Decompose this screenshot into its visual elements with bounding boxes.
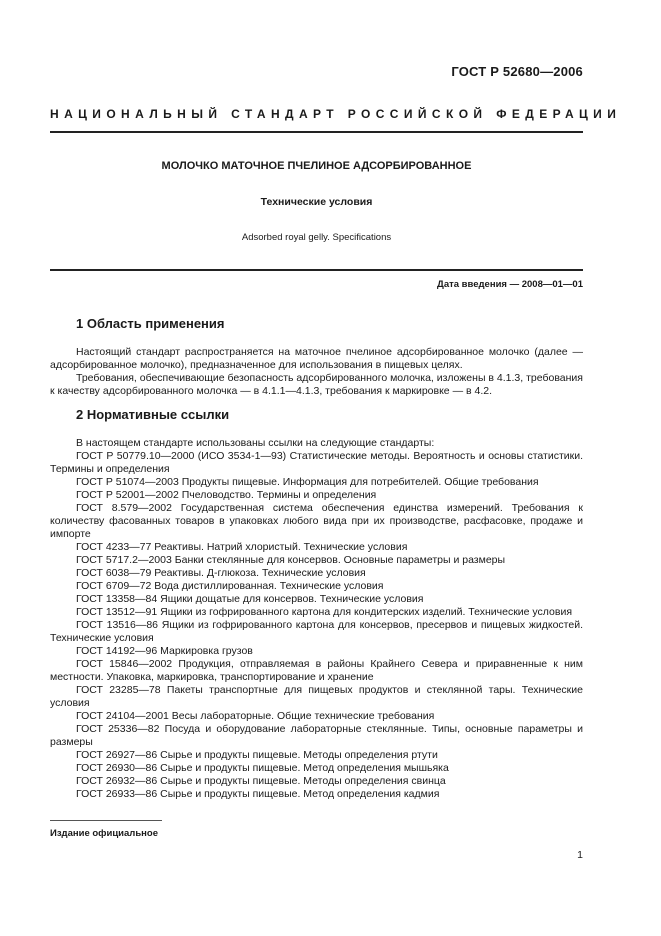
gost-number: ГОСТ Р 52680—2006 (451, 64, 583, 79)
reference-item: ГОСТ 6709—72 Вода дистиллированная. Технические условия (76, 580, 384, 592)
reference-item: ГОСТ 15846—2002 Продукция, отправляемая в районы Крайнего Севера и приравненные к ним местности. Упаковка, маркировка, транспортирование и хранение (50, 658, 583, 683)
page-number: 1 (577, 849, 583, 861)
paragraph: Требования, обеспечивающие безопасность адсорбированного молочка, изложены в 4.1.3, требования к качеству адсорбированного молочка — в 4.1.1—4.1.3, требования к маркировке — в 4.2. (50, 372, 583, 397)
document-title: МОЛОЧКО МАТОЧНОЕ ПЧЕЛИНОЕ АДСОРБИРОВАННОЕ (161, 160, 472, 172)
reference-item: ГОСТ 26930—86 Сырье и продукты пищевые. Метод определения мышьяка (76, 762, 449, 774)
reference-list (50, 450, 583, 801)
reference-item: ГОСТ 14192—96 Маркировка грузов (76, 645, 253, 657)
reference-item: ГОСТ 25336—82 Посуда и оборудование лабораторные стеклянные. Типы, основные параметры и размеры (50, 723, 583, 748)
official-edition-note: Издание официальное (50, 828, 158, 839)
reference-item: ГОСТ Р 52001—2002 Пчеловодство. Термины и определения (76, 489, 377, 501)
reference-item: ГОСТ 24104—2001 Весы лабораторные. Общие технические требования (76, 710, 435, 722)
section-heading: 1 Область применения (76, 316, 225, 331)
reference-item: ГОСТ 5717.2—2003 Банки стеклянные для консервов. Основные параметры и размеры (76, 554, 506, 566)
references-intro: В настоящем стандарте использованы ссылки на следующие стандарты: (76, 437, 435, 449)
document-body (50, 315, 583, 808)
title-divider (50, 269, 583, 271)
reference-item: ГОСТ 26933—86 Сырье и продукты пищевые. Метод определения кадмия (76, 788, 440, 800)
reference-item: ГОСТ 26927—86 Сырье и продукты пищевые. Методы определения ртути (76, 749, 438, 761)
reference-item: ГОСТ 13512—91 Ящики из гофрированного картона для кондитерских изделий. Технические условия (76, 606, 573, 618)
footer-divider (50, 820, 162, 821)
reference-item: ГОСТ Р 51074—2003 Продукты пищевые. Информация для потребителей. Общие требования (76, 476, 539, 488)
reference-item: ГОСТ 23285—78 Пакеты транспортные для пищевых продуктов и стеклянной тары. Технические условия (50, 684, 583, 709)
section-normative-references (50, 406, 583, 801)
reference-item: ГОСТ 26932—86 Сырье и продукты пищевые. Методы определения свинца (76, 775, 446, 787)
reference-item: ГОСТ 8.579—2002 Государственная система обеспечения единства измерений. Требования к количеству фасованных товаров в упаковках любого вида при их производстве, расфасовке, продаже и импорте (50, 502, 583, 540)
section-scope (50, 315, 583, 398)
document-subtitle: Технические условия (260, 196, 373, 208)
standard-type-line: НАЦИОНАЛЬНЫЙ СТАНДАРТ РОССИЙСКОЙ ФЕДЕРАЦИИ (50, 107, 622, 121)
section-heading: 2 Нормативные ссылки (76, 407, 230, 422)
introduction-date: Дата введения — 2008—01—01 (437, 279, 583, 290)
reference-item: ГОСТ 13516—86 Ящики из гофрированного картона для консервов, пресервов и пищевых жидкостей. Технические условия (50, 619, 583, 644)
reference-item: ГОСТ 13358—84 Ящики дощатые для консервов. Технические условия (76, 593, 424, 605)
top-divider (50, 131, 583, 133)
reference-item: ГОСТ Р 50779.10—2000 (ИСО 3534-1—93) Статистические методы. Вероятность и основы статистики. Термины и определения (50, 450, 583, 475)
reference-item: ГОСТ 6038—79 Реактивы. Д-глюкоза. Технические условия (76, 567, 366, 579)
english-title: Adsorbed royal gelly. Specifications (241, 232, 392, 243)
paragraph: Настоящий стандарт распространяется на маточное пчелиное адсорбированное молочко (далее — адсорбированное молочко), предназначенное для использования в пищевых целях. (50, 346, 583, 371)
reference-item: ГОСТ 4233—77 Реактивы. Натрий хлористый. Технические условия (76, 541, 408, 553)
